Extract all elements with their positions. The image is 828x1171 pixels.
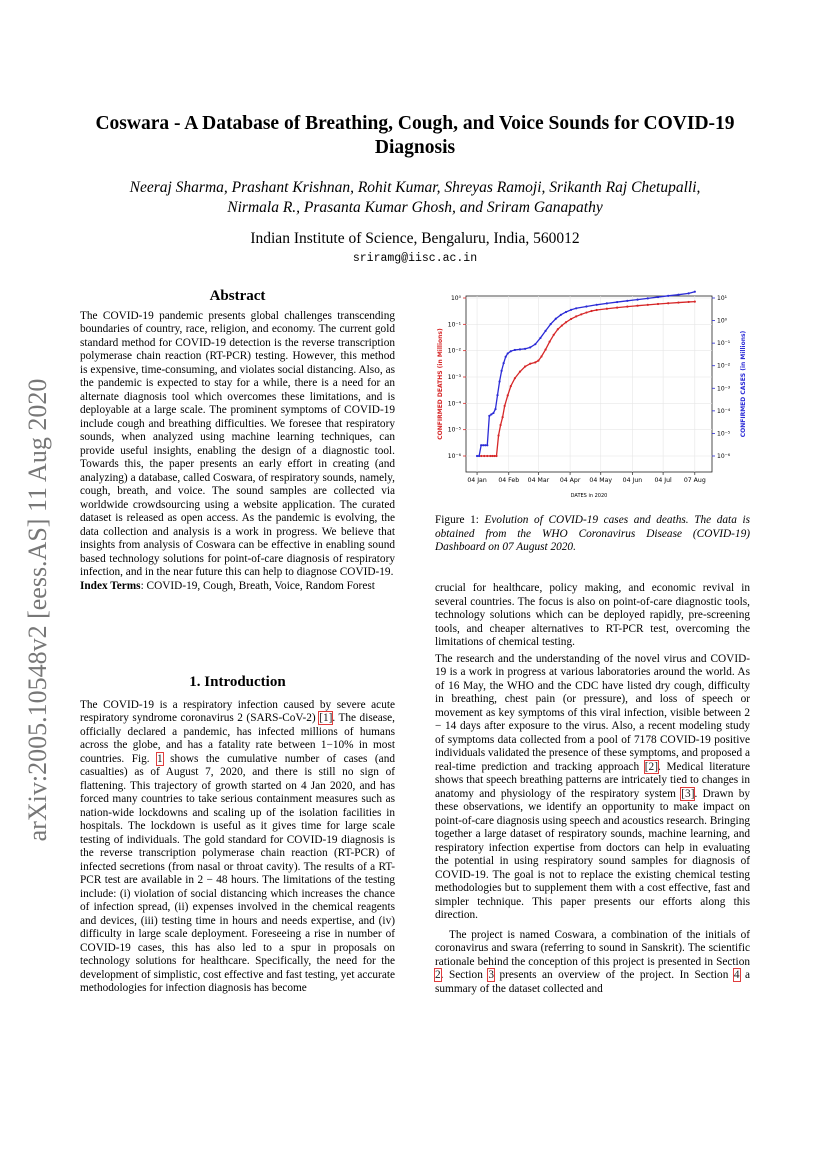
intro-text-c: shows the cumulative number of cases (and casualties) as of August 7, 2020, and there is still no sign of flattening. This trajectory of growth started on 4 Jan 2020, and has forced many countries to take serious containment measures such as nation-wide lockdowns and scaling up of the isolation facilities in hospitals. The lockdown is useful as it gives time for large scale testing of individuals. The gold standard for COVID-19 diagnosis is the reverse transcription polymerase chain reaction (RT-PCR) of infected secretions (from nasal or throat cavity). The results of a RT-PCR test are available in 2 − 48 hours. The limitations of the testing include: (i) violation of social distancing which increases the chance of infection spread, (ii) expenses involved in the chemical reagents and devices, (iii) testing time in hours and needs expertise, and (iv) difficulty in large scale deployment. Foreseeing a rise in number of COVID-19 cases, this has also led to a spur in proposals on technology solutions for healthcare. Specifically, the need for the development of simplistic, cost effective and fast testing, yet accurate methodologies for infection diagnosis has become — [80, 752, 395, 994]
data-point — [507, 352, 509, 354]
data-point — [596, 309, 598, 311]
abstract-section — [80, 290, 395, 593]
data-point — [503, 362, 505, 364]
x-tick-label: 07 Aug — [683, 477, 706, 484]
citation-link-1[interactable]: [1] — [319, 712, 333, 724]
citation-link-3[interactable]: [3] — [681, 787, 695, 800]
p2-text-b: . Medical literature shows that speech breathing patterns are intricately tied to changes in anatomy and physiology of the respiratory system — [435, 760, 750, 800]
arxiv-identifier — [18, 350, 58, 870]
data-point — [657, 296, 659, 298]
x-tick-label: 04 Apr — [559, 477, 581, 484]
section-link-2[interactable]: 2 — [435, 969, 441, 981]
data-point — [534, 361, 536, 363]
intro-paragraph — [80, 699, 395, 996]
x-tick-label: 04 Feb — [498, 477, 520, 484]
data-point — [560, 314, 562, 316]
data-point — [486, 444, 488, 446]
y-axis-right-label: CONFIRMED CASES (in Millions) — [740, 330, 747, 438]
p2-text-c: . Drawn by these observations, we identify an opportunity to make impact on point-of-care diagnosis using speech and acoustics research. Bringing together a large dataset of respiratory sounds, machine learning, and respiratory infection expertise from doctors can help in evaluating the potential in using respiratory sound samples for diagnosis of COVID-19. The goal is not to replace the existing chemical testing methodologies but to supplement them with a cost effective, fast and simpler technique. This paper presents our efforts along this direction. — [435, 787, 750, 921]
data-point — [482, 444, 484, 446]
intro-text-b: . The disease, officially declared a pandemic, has infected millions of humans across the globe, and has a fatality rate between 1−10% in most countries. Fig. — [80, 712, 395, 765]
author-line-2: Nirmala R., Prasanta Kumar Ghosh, and Sriram Ganapathy — [227, 199, 603, 216]
data-point — [501, 370, 503, 372]
abstract-heading: Abstract — [209, 288, 266, 304]
data-point — [565, 311, 567, 313]
data-point — [636, 305, 638, 307]
y-left-tick-label: 10⁻¹ — [447, 321, 461, 329]
y-left-tick-label: 10⁻³ — [447, 374, 461, 381]
introduction-section — [80, 676, 395, 996]
data-point — [529, 346, 531, 348]
p3-text-c: presents an overview of the project. In Section — [494, 969, 734, 981]
data-point — [647, 297, 649, 299]
data-point — [497, 434, 499, 436]
figure-1 — [432, 286, 752, 504]
data-point — [499, 424, 501, 426]
y-left-tick-label: 10⁻² — [447, 347, 461, 355]
x-tick-label: 04 May — [589, 477, 613, 484]
y-left-tick-label: 10⁻⁶ — [447, 453, 461, 460]
data-point — [478, 455, 480, 457]
chart-grid — [466, 296, 712, 472]
abstract-text: The COVID-19 pandemic presents global challenges transcending boundaries of country, race, religion, and economy. The current gold standard method for COVID-19 detection is the reverse transcription polymerase chain reaction (RT-PCR) testing. However, this method is expensive, time-consuming, and violates social distancing. Also, as the pandemic is expected to stay for a while, there is a need for an alternate diagnosis tool which overcomes these limitations, and is deployable at a large scale. The prominent symptoms of COVID-19 include cough and breathing difficulties. We foresee that respiratory sounds, when analyzed using machine learning techniques, can provide useful insights, enabling the design of a diagnostic tool. Towards this, the paper presents an early effort in creating (and analyzing) a database, called Coswara, of respiratory sounds, namely, cough, breath, and voice. The sound samples are collected via worldwide crowdsourcing using a website application. The curated dataset is released as open access. As the pandemic is evolving, the data collection and analysis is a work in progress. We believe that insights from analysis of Coswara can be effective in enabling sound based technology solutions for point-of-care diagnosis of respiratory infection, and in the near future this can help to diagnose COVID-19. — [80, 309, 395, 578]
data-point — [570, 309, 572, 311]
author-list — [80, 178, 750, 218]
y-left-tick-label: 10⁻⁴ — [447, 400, 461, 408]
data-point — [476, 455, 478, 457]
data-point — [544, 330, 546, 332]
data-point — [590, 310, 592, 312]
data-point — [524, 348, 526, 350]
data-point — [504, 405, 506, 407]
data-point — [626, 306, 628, 308]
data-point — [486, 455, 488, 457]
data-point — [539, 337, 541, 339]
data-point — [495, 455, 497, 457]
data-point — [519, 348, 521, 350]
series-line-1 — [481, 302, 695, 456]
data-point — [688, 292, 690, 294]
plot-frame — [466, 296, 712, 472]
data-point — [480, 455, 482, 457]
data-point — [550, 323, 552, 325]
data-point — [489, 455, 491, 457]
data-point — [647, 304, 649, 306]
right-paragraph-1: crucial for healthcare, policy making, and economic revival in several countries. The focus is also on point-of-care diagnostic tools, technology solutions which can be deployed rapidly, pre-screening tools, and cheaper alternatives to RT-PCR test, overcoming the limitations of chemical testing. — [435, 582, 750, 648]
data-point — [694, 291, 696, 293]
y-right-tick-label: 10⁻¹ — [717, 340, 731, 348]
data-point — [626, 300, 628, 302]
data-point — [575, 315, 577, 317]
data-point — [490, 413, 492, 415]
data-point — [677, 294, 679, 296]
right-paragraph-3 — [435, 929, 750, 997]
data-point — [507, 394, 509, 396]
data-point — [498, 380, 500, 382]
p3-text-b: . Section — [440, 969, 489, 981]
x-axis-label: DATES in 2020 — [570, 493, 608, 499]
data-point — [510, 385, 512, 387]
data-point — [561, 324, 563, 326]
right-paragraph-2 — [435, 653, 750, 923]
data-point — [557, 328, 559, 330]
y-right-tick-label: 10¹ — [717, 295, 728, 302]
y-right-tick-label: 10⁻² — [717, 362, 731, 370]
index-terms-label: Index Terms — [80, 579, 141, 592]
p2-text-a: The research and the understanding of the novel virus and COVID-19 is a work in progress at various laboratories around the world. As of 16 May, the WHO and the CDC have listed dry cough, difficulty in breathing, chest pain (or pressure), and loss of speech or movement as key symptoms of this viral infection, visible between 2 − 14 days after exposure to the virus. Also, a recent modeling study of symptoms data collected from a pool of 7178 COVID-19 positive individuals validated the presence of these symptoms, and proposed a real-time prediction and tracking approach — [435, 652, 750, 773]
citation-link-2[interactable]: [2] — [644, 760, 658, 773]
y-right-tick-label: 10⁻³ — [717, 385, 731, 393]
data-point — [694, 300, 696, 302]
data-point — [480, 444, 482, 446]
p3-text-a: The project is named Coswara, a combination of the initials of coronavirus and swara (referring to sound in Sanskrit). The scientific rationale behind the conception of this project is presented in Section — [435, 928, 750, 968]
y-right-tick-label: 10⁻⁴ — [717, 407, 731, 415]
data-point — [570, 318, 572, 320]
data-point — [565, 321, 567, 323]
data-point — [606, 308, 608, 310]
y-right-tick-label: 10⁻⁶ — [717, 453, 731, 460]
x-tick-label: 04 Jun — [622, 477, 643, 484]
author-line-1: Neeraj Sharma, Prashant Krishnan, Rohit Kumar, Shreyas Ramoji, Srikanth Raj Chetupalli, — [129, 179, 701, 196]
data-point — [510, 350, 512, 352]
data-point — [484, 444, 486, 446]
data-point — [667, 295, 669, 297]
contact-email[interactable]: sriramg@iisc.ac.in — [352, 252, 478, 265]
data-point — [491, 455, 493, 457]
x-tick-label: 04 Jul — [654, 477, 672, 484]
data-point — [524, 365, 526, 367]
data-point — [496, 394, 498, 396]
data-point — [616, 301, 618, 303]
data-point — [493, 455, 495, 457]
data-point — [677, 301, 679, 303]
data-point — [575, 307, 577, 309]
data-point — [529, 363, 531, 365]
section-link-4[interactable]: 4 — [733, 969, 740, 981]
x-tick-label: 04 Jan — [467, 477, 487, 484]
data-point — [657, 303, 659, 305]
x-tick-label: 04 Mar — [527, 477, 550, 484]
data-point — [494, 408, 496, 410]
data-point — [606, 302, 608, 304]
data-point — [514, 377, 516, 379]
y-axis-left-label: CONFIRMED DEATHS (in Millions) — [437, 328, 444, 440]
data-point — [488, 415, 490, 417]
data-point — [502, 416, 504, 418]
figure-link-1[interactable]: 1 — [157, 752, 163, 765]
data-point — [505, 356, 507, 358]
introduction-heading: 1. Introduction — [189, 674, 286, 690]
data-point — [549, 341, 551, 343]
data-point — [537, 359, 539, 361]
index-terms — [80, 580, 395, 594]
intro-text-a: The COVID-19 is a respiratory infection caused by severe acute respiratory syndrome coronavirus 2 (SARS-CoV-2) — [80, 698, 395, 724]
data-point — [519, 371, 521, 373]
data-point — [636, 298, 638, 300]
section-link-3[interactable]: 3 — [488, 969, 495, 981]
data-point — [534, 343, 536, 345]
caption-text: Evolution of COVID-19 cases and deaths. The data is obtained from the WHO Coronavirus Disease (COVID-19) Dashboard on 07 August 2020. — [435, 514, 750, 553]
data-point — [585, 305, 587, 307]
data-point — [544, 348, 546, 350]
paper-title: Coswara - A Database of Breathing, Cough, and Voice Sounds for COVID-19 Diagnosis — [95, 113, 735, 158]
data-point — [580, 313, 582, 315]
data-point — [688, 301, 690, 303]
arxiv-id-text: arXiv:2005.10548v2 [eess.AS] 11 Aug 2020 — [23, 378, 52, 842]
data-point — [596, 304, 598, 306]
data-point — [553, 334, 555, 336]
data-point — [492, 412, 494, 414]
figure-1-caption — [435, 514, 750, 555]
series-line-2 — [477, 292, 695, 456]
index-terms-list: : COVID-19, Cough, Breath, Voice, Random Forest — [140, 579, 375, 592]
right-column-text — [435, 582, 750, 996]
caption-label: Figure 1: — [435, 514, 485, 526]
data-point — [483, 455, 485, 457]
data-point — [616, 307, 618, 309]
affiliation: Indian Institute of Science, Bengaluru, India, 560012 — [250, 230, 580, 247]
data-point — [667, 302, 669, 304]
data-point — [555, 318, 557, 320]
data-point — [585, 311, 587, 313]
data-point — [514, 349, 516, 351]
p3-text-d: a summary of the dataset collected and — [435, 969, 751, 995]
covid-chart — [432, 286, 752, 504]
y-left-tick-label: 10⁰ — [450, 295, 461, 302]
data-point — [540, 355, 542, 357]
y-left-tick-label: 10⁻⁵ — [447, 426, 461, 434]
y-right-tick-label: 10⁻⁵ — [717, 430, 731, 438]
y-right-tick-label: 10⁰ — [717, 317, 728, 325]
